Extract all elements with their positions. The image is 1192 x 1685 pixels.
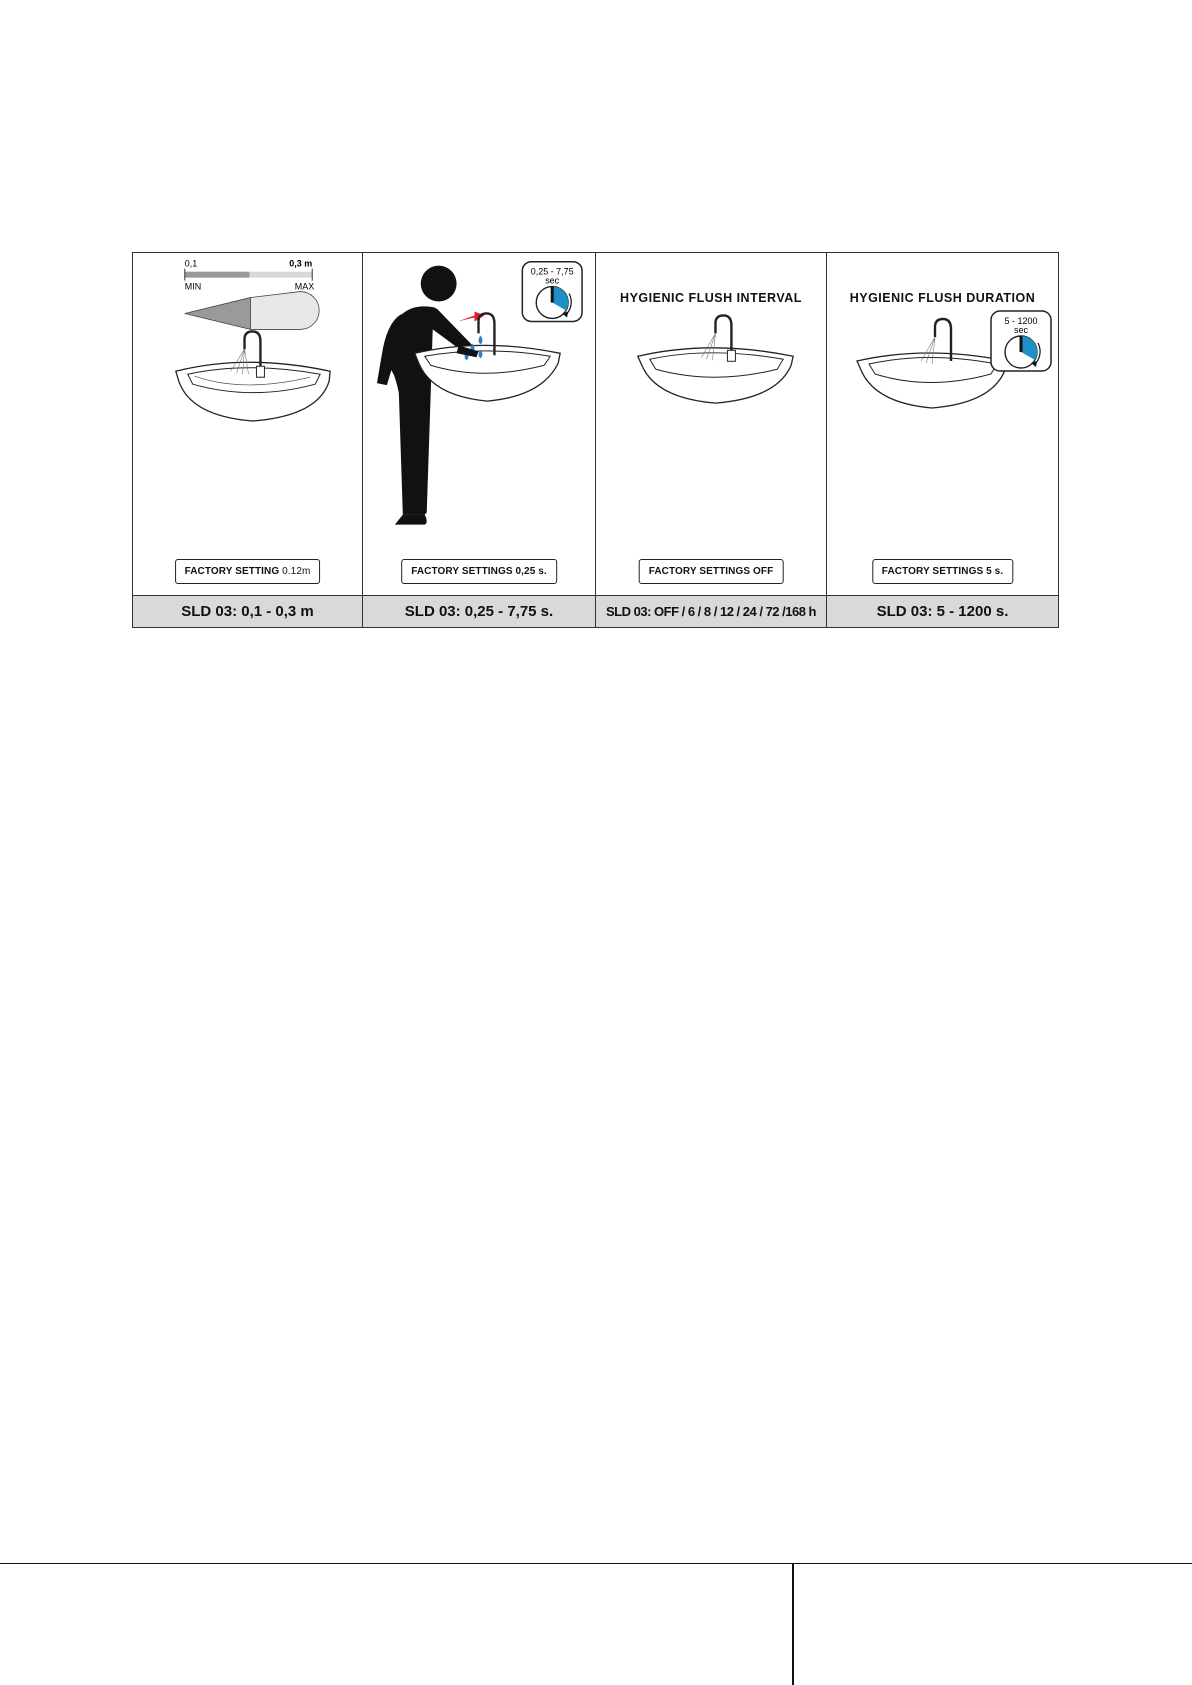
scale-min-label: MIN bbox=[184, 281, 202, 292]
settings-strip bbox=[132, 252, 1059, 628]
panel-flush-interval bbox=[596, 253, 827, 627]
range-bar: SLD 03: 5 - 1200 s. bbox=[827, 595, 1058, 627]
scale-bar-max bbox=[249, 272, 312, 278]
panel-wash-delay bbox=[363, 253, 596, 627]
range-bar: SLD 03: 0,1 - 0,3 m bbox=[133, 595, 362, 627]
flush-duration-illustration bbox=[827, 253, 1058, 596]
panel-flush-duration bbox=[827, 253, 1058, 627]
timer-dial-icon bbox=[522, 262, 582, 322]
panel-heading: HYGIENIC FLUSH DURATION bbox=[849, 291, 1036, 305]
factory-setting-label: FACTORY SETTING bbox=[184, 566, 280, 577]
panel-heading: HYGIENIC FLUSH INTERVAL bbox=[620, 291, 802, 305]
wash-delay-illustration bbox=[363, 253, 595, 596]
sink-faucet-icon bbox=[857, 319, 1007, 408]
timer-range: 5 - 1200 bbox=[1004, 316, 1038, 326]
factory-setting-value: 0.12m bbox=[282, 566, 311, 577]
flush-interval-illustration bbox=[596, 253, 826, 596]
sink-faucet-icon bbox=[176, 331, 330, 421]
sink-faucet-icon bbox=[638, 315, 793, 403]
sensor-beam-icon bbox=[133, 253, 362, 596]
sensor-range-illustration bbox=[133, 253, 362, 596]
factory-setting-box: FACTORY SETTINGS 5 s. bbox=[872, 559, 1013, 584]
factory-setting-box bbox=[175, 559, 321, 584]
scale-min-value: 0,1 bbox=[184, 258, 198, 269]
scale-bar-min bbox=[185, 272, 250, 278]
page-footer-box bbox=[0, 1563, 1192, 1685]
timer-dial-icon bbox=[991, 311, 1051, 371]
footer-divider bbox=[792, 1564, 794, 1685]
range-bar: SLD 03: OFF / 6 / 8 / 12 / 24 / 72 /168 h bbox=[596, 595, 826, 627]
scale-max-label: MAX bbox=[294, 281, 315, 292]
range-bar: SLD 03: 0,25 - 7,75 s. bbox=[363, 595, 595, 627]
factory-setting-box: FACTORY SETTINGS 0,25 s. bbox=[401, 559, 557, 584]
timer-unit: sec bbox=[1013, 325, 1029, 335]
factory-setting-box: FACTORY SETTINGS OFF bbox=[639, 559, 784, 584]
scale-max-value: 0,3 m bbox=[289, 258, 313, 269]
panel-sensor-range bbox=[133, 253, 363, 627]
timer-range: 0,25 - 7,75 bbox=[530, 266, 574, 277]
timer-unit: sec bbox=[545, 275, 560, 286]
